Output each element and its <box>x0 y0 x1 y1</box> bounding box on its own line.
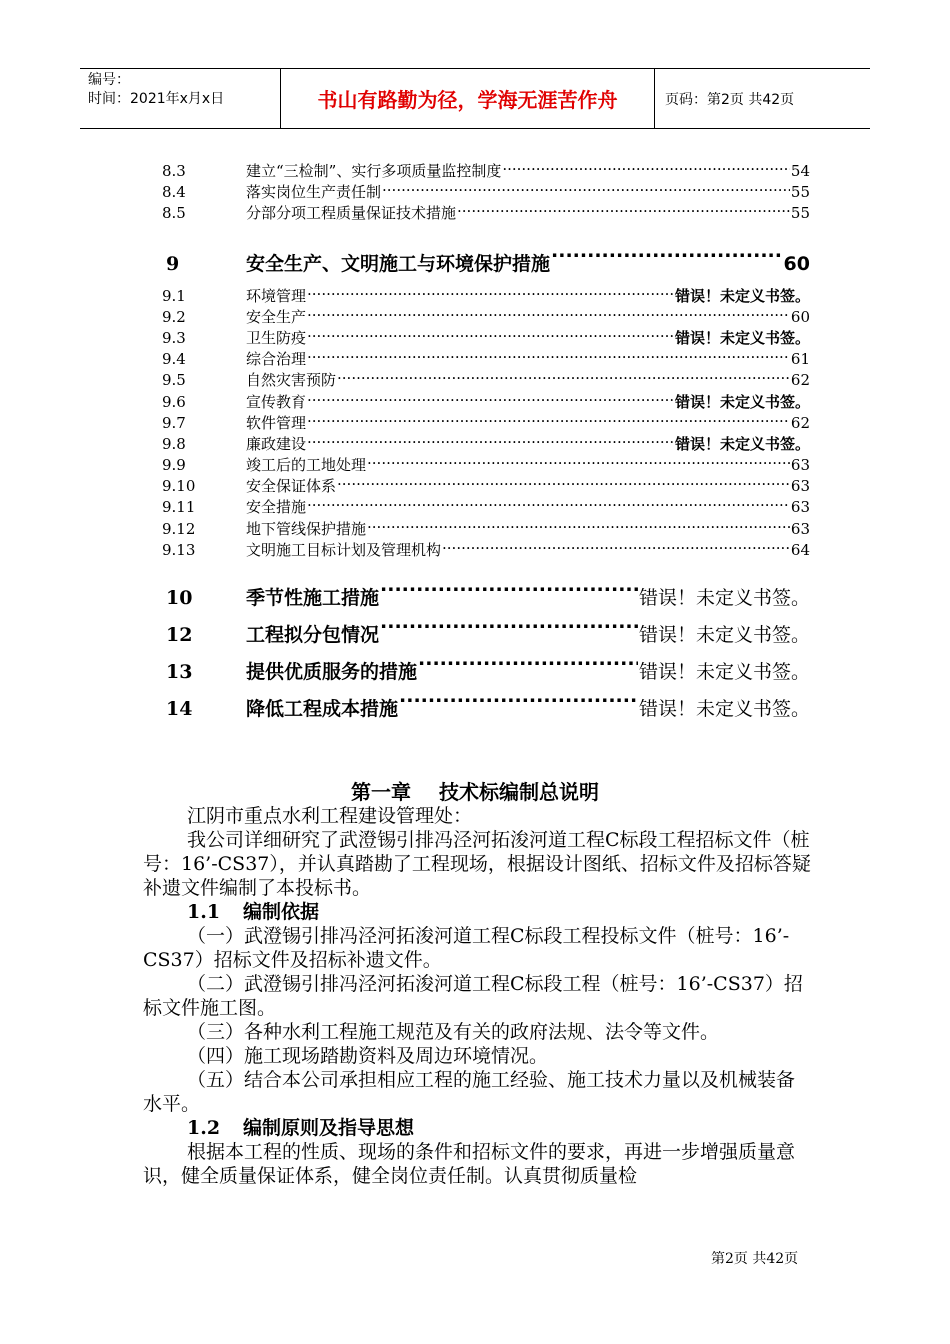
toc-entry-number: 9.7 <box>162 413 186 432</box>
toc-entry-number: 9.10 <box>162 477 196 496</box>
toc-entry-number: 10 <box>166 587 193 609</box>
toc-entry-page: 62 <box>790 371 810 390</box>
toc-leader-dots <box>502 155 790 176</box>
toc-entry-title: 安全措施 <box>246 498 307 517</box>
toc-entry-page: 63 <box>790 477 810 496</box>
toc-entry-title: 季节性施工措施 <box>246 587 380 609</box>
basis-item: （一）武澄锡引排冯泾河拓浚河道工程C标段工程投标文件（桩号：16’-CS37）招标文件及招标补遗文件。 <box>143 925 790 971</box>
toc-group-8 <box>162 155 810 223</box>
toc-entry-number: 13 <box>166 661 193 683</box>
toc-entry-number: 9.1 <box>162 286 186 305</box>
toc-entry-number: 9.6 <box>162 392 186 411</box>
toc-leader-dots <box>307 407 790 428</box>
toc-entry-number: 9.2 <box>162 307 186 326</box>
toc-entry-title: 综合治理 <box>246 350 307 369</box>
toc-leader-dots <box>307 491 790 512</box>
toc-entry-page: 54 <box>790 162 810 180</box>
toc-entry-title: 安全保证体系 <box>246 477 337 496</box>
toc-entry-page: 63 <box>790 519 810 538</box>
page-header <box>80 68 870 129</box>
toc-entry-page: 63 <box>790 498 810 517</box>
toc-entry-page: 60 <box>790 307 810 326</box>
header-time-label: 时间：2021年x月x日 <box>88 91 225 107</box>
toc-leader-dots <box>457 197 790 218</box>
toc-entry-page: 错误！未定义书签。 <box>674 434 810 453</box>
toc-entry-title: 提供优质服务的措施 <box>246 661 418 683</box>
toc-entry-title: 软件管理 <box>246 413 307 432</box>
header-motto: 书山有路勤为径，学海无涯苦作舟 <box>281 69 655 128</box>
toc-leader-dots <box>307 280 674 301</box>
toc-entry-number: 9.12 <box>162 519 196 538</box>
toc-entry-number: 9.9 <box>162 456 186 475</box>
toc-entry-page: 错误！未定义书签。 <box>638 698 810 720</box>
toc-entry-page: 错误！未定义书签。 <box>674 286 810 305</box>
chapter-heading <box>0 776 950 805</box>
toc-leader-dots <box>382 176 790 197</box>
toc-entry-title: 建立“三检制”、实行多项质量监控制度 <box>246 162 502 180</box>
toc-group-majors <box>162 567 810 720</box>
chapter-label: 第一章 <box>351 780 411 804</box>
header-meta <box>80 69 281 128</box>
toc-entry[interactable] <box>162 280 810 305</box>
basis-list <box>143 924 813 1116</box>
toc-leader-dots <box>307 301 790 322</box>
header-number-label: 编号： <box>88 72 130 88</box>
toc-leader-dots <box>307 428 674 449</box>
toc-entry-page: 55 <box>790 204 810 223</box>
addressee: 江阴市重点水利工程建设管理处： <box>187 805 473 827</box>
toc-leader-dots <box>367 513 790 534</box>
toc-entry-title: 工程拟分包情况 <box>246 624 380 646</box>
toc-leader-dots <box>307 343 790 364</box>
basis-item: （二）武澄锡引排冯泾河拓浚河道工程C标段工程（桩号：16’-CS37）招标文件施工图。 <box>143 973 803 1019</box>
toc-leader-dots <box>337 470 790 491</box>
toc-entry-number: 8.5 <box>162 204 186 223</box>
toc-entry-number: 9.13 <box>162 540 196 559</box>
basis-item: （三）各种水利工程施工规范及有关的政府法规、法令等文件。 <box>187 1021 720 1043</box>
section-title: 编制依据 <box>243 901 320 923</box>
toc-entry-page: 62 <box>790 413 810 432</box>
toc-entry-title: 廉政建设 <box>246 434 307 453</box>
toc-entry-page: 60 <box>783 252 810 275</box>
chapter-title: 技术标编制总说明 <box>439 780 599 804</box>
principle-paragraph: 根据本工程的性质、现场的条件和招标文件的要求，再进一步增强质量意识，健全质量保证体系，健全岗位责任制。认真贯彻质量检 <box>143 1141 796 1187</box>
toc-entry-title: 安全生产 <box>246 307 307 326</box>
body-text <box>143 804 813 1188</box>
toc-entry-title: 降低工程成本措施 <box>246 698 399 720</box>
header-page-info: 页码：第2页 共42页 <box>665 91 795 108</box>
toc-group-9 <box>162 280 810 559</box>
toc-entry[interactable] <box>162 567 810 609</box>
toc-leader-dots <box>367 449 790 470</box>
section-heading-1-2 <box>143 1116 813 1140</box>
toc-entry-number: 9.3 <box>162 328 186 347</box>
toc-entry-number: 9.8 <box>162 434 186 453</box>
toc-entry-title: 文明施工目标计划及管理机构 <box>246 540 442 559</box>
section-number: 1.2 <box>187 1117 221 1139</box>
basis-item: （四）施工现场踏勘资料及周边环境情况。 <box>187 1045 549 1067</box>
table-of-contents <box>162 155 810 720</box>
toc-entry[interactable] <box>162 155 810 180</box>
toc-entry-9[interactable] <box>162 233 810 275</box>
toc-entry-number: 12 <box>166 624 193 646</box>
toc-entry-number: 8.3 <box>162 162 186 180</box>
toc-leader-dots <box>337 364 790 385</box>
toc-entry-page: 错误！未定义书签。 <box>674 328 810 347</box>
toc-entry-title: 环境管理 <box>246 286 307 305</box>
toc-entry-page: 63 <box>790 456 810 475</box>
toc-entry-title: 安全生产、文明施工与环境保护措施 <box>246 252 551 275</box>
toc-entry-number: 9 <box>166 252 180 275</box>
toc-entry-title: 分部分项工程质量保证技术措施 <box>246 204 457 223</box>
toc-leader-dots <box>442 534 790 555</box>
toc-entry-number: 9.4 <box>162 350 186 369</box>
toc-entry-page: 错误！未定义书签。 <box>674 392 810 411</box>
toc-entry-number: 14 <box>166 698 193 720</box>
basis-item: （五）结合本公司承担相应工程的施工经验、施工技术力量以及机械装备水平。 <box>143 1069 796 1115</box>
toc-entry-page: 错误！未定义书签。 <box>638 587 810 609</box>
toc-entry-page: 错误！未定义书签。 <box>638 624 810 646</box>
toc-leader-dots <box>418 641 638 678</box>
toc-entry-title: 宣传教育 <box>246 392 307 411</box>
toc-entry-title: 竣工后的工地处理 <box>246 456 367 475</box>
intro-paragraph: 我公司详细研究了武澄锡引排冯泾河拓浚河道工程C标段工程招标文件（桩号：16’-CS37），并认真踏勘了工程现场，根据设计图纸、招标文件及招标答疑补遗文件编制了本投标书。 <box>143 829 811 899</box>
toc-entry-number: 9.5 <box>162 371 186 390</box>
section-number: 1.1 <box>187 901 221 923</box>
toc-entry-title: 地下管线保护措施 <box>246 519 367 538</box>
page-footer: 第2页 共42页 <box>711 1251 799 1267</box>
toc-entry-page: 64 <box>790 540 810 559</box>
toc-entry-number: 8.4 <box>162 183 186 202</box>
toc-leader-dots <box>307 386 674 407</box>
toc-entry-page: 61 <box>790 350 810 369</box>
toc-leader-dots <box>307 322 674 343</box>
toc-entry-title: 落实岗位生产责任制 <box>246 183 382 202</box>
section-heading-1-1 <box>143 900 813 924</box>
section-title: 编制原则及指导思想 <box>243 1117 415 1139</box>
toc-entry-number: 9.11 <box>162 498 196 517</box>
toc-leader-dots <box>399 678 638 715</box>
toc-entry-title: 卫生防疫 <box>246 328 307 347</box>
toc-leader-dots <box>551 233 783 270</box>
toc-leader-dots <box>380 604 638 641</box>
toc-entry-page: 错误！未定义书签。 <box>638 661 810 683</box>
toc-leader-dots <box>380 567 638 604</box>
toc-entry-title: 自然灾害预防 <box>246 371 337 390</box>
toc-entry-page: 55 <box>790 183 810 202</box>
